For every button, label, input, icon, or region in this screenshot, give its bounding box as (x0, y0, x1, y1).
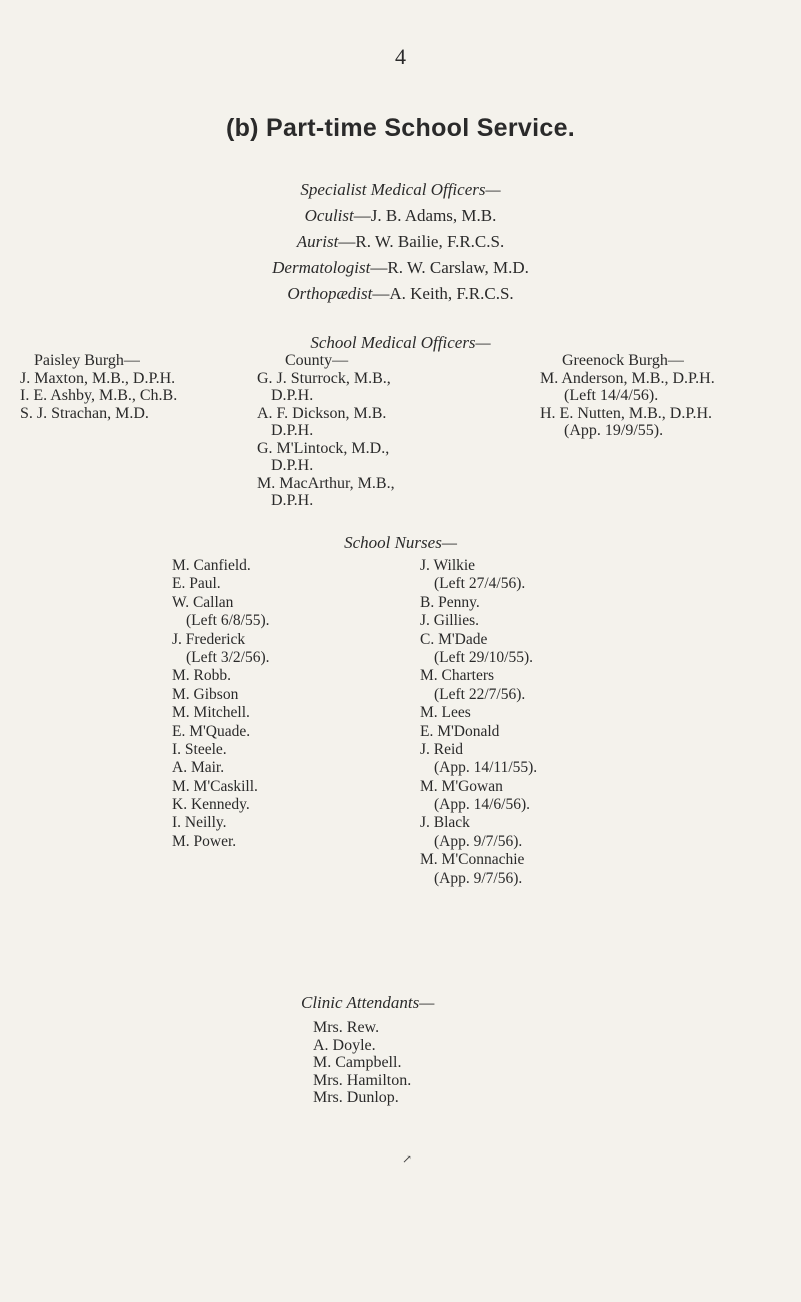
nurse-line: J. Wilkie (420, 557, 476, 574)
nurse-line: M. Mitchell. (172, 704, 250, 722)
attendant-line: M. Campbell. (313, 1054, 402, 1071)
specialist-entry (0, 229, 801, 255)
paisley-column (20, 352, 177, 422)
officer-line: A. F. Dickson, M.B. (257, 404, 387, 422)
nurse-line: J. Frederick (172, 630, 246, 648)
section-title: (b) Part-time School Service. (225, 114, 576, 142)
officer-line: G. J. Sturrock, M.B., (257, 369, 391, 387)
officer-line: M. MacArthur, M.B., (257, 474, 395, 492)
nurse-line: M. Gibson (172, 685, 239, 703)
nurse-line: J. Black (420, 814, 470, 832)
nurses-right-column (420, 557, 537, 888)
nurse-line: (App. 9/7/56). (434, 869, 523, 887)
nurse-line: W. Callan (172, 593, 234, 611)
specialist-entry (0, 203, 801, 229)
nurse-line: M. Canfield. (172, 557, 251, 574)
specialist-entry (0, 255, 801, 281)
county-column (257, 352, 395, 510)
attendant-line: Mrs. Dunlop. (313, 1089, 399, 1106)
nurse-line: (App. 14/6/56). (434, 796, 531, 814)
nurse-line: (Left 29/10/55). (434, 648, 534, 666)
specialist-entry (0, 281, 801, 307)
officer-line: (App. 19/9/55). (564, 422, 664, 439)
nurse-line: A. Mair. (172, 759, 225, 777)
nurse-line: (Left 22/7/56). (434, 685, 526, 703)
officer-line: J. Maxton, M.B., D.P.H. (20, 369, 176, 387)
officer-line: S. J. Strachan, M.D. (20, 404, 149, 422)
school-nurses-heading: School Nurses— (344, 533, 457, 552)
clinic-attendants-list (313, 1019, 411, 1107)
nurse-line: M. M'Gowan (420, 777, 503, 795)
specialist-heading: Specialist Medical Officers— (300, 180, 501, 199)
nurse-line: (App. 9/7/56). (434, 832, 523, 850)
specialist-role: Orthopædist (287, 284, 373, 303)
nurse-line: (Left 27/4/56). (434, 575, 526, 593)
specialist-role: Aurist (296, 232, 339, 251)
nurse-line: M. Charters (420, 667, 495, 685)
nurse-line: (Left 6/8/55). (186, 612, 270, 630)
specialist-role: Oculist (304, 206, 354, 225)
specialist-block (0, 177, 801, 307)
nurse-line: M. Power. (172, 832, 237, 850)
officer-line: G. M'Lintock, M.D., (257, 439, 390, 457)
nurse-line: J. Reid (420, 740, 464, 758)
officer-line: D.P.H. (271, 457, 314, 474)
officer-line: D.P.H. (271, 492, 314, 509)
nurse-line: B. Penny. (420, 593, 480, 611)
nurse-line: M. M'Connachie (420, 851, 525, 869)
paisley-heading: Paisley Burgh— (34, 352, 140, 369)
nurse-line: M. Robb. (172, 667, 231, 685)
specialist-name: —A. Keith, F.R.C.S. (372, 284, 514, 303)
officer-line: M. Anderson, M.B., D.P.H. (540, 369, 715, 387)
officer-line: H. E. Nutten, M.B., D.P.H. (540, 404, 713, 422)
nurse-line: K. Kennedy. (172, 796, 250, 814)
specialist-name: —R. W. Carslaw, M.D. (370, 258, 529, 277)
clinic-attendants-heading: Clinic Attendants— (301, 993, 435, 1012)
nurse-line: C. M'Dade (420, 630, 488, 648)
attendant-line: Mrs. Rew. (313, 1019, 380, 1036)
school-medical-officers-heading: School Medical Officers— (310, 333, 491, 352)
nurse-line: (Left 3/2/56). (186, 648, 270, 666)
nurse-line: I. Neilly. (172, 814, 227, 832)
nurse-line: (App. 14/11/55). (434, 759, 538, 777)
nurse-line: M. Lees (420, 704, 471, 722)
nurse-line: E. M'Donald (420, 722, 500, 740)
nurse-line: J. Gillies. (420, 612, 479, 630)
officer-line: (Left 14/4/56). (564, 387, 659, 404)
nurse-line: E. M'Quade. (172, 722, 251, 740)
greenock-heading: Greenock Burgh— (562, 352, 684, 369)
nurse-line: E. Paul. (172, 575, 221, 593)
county-heading: County— (285, 352, 349, 369)
officer-line: D.P.H. (271, 422, 314, 439)
officer-line: D.P.H. (271, 387, 314, 404)
specialist-role: Dermatologist (272, 258, 371, 277)
arrow-mark-icon: ↗ (402, 1152, 413, 1166)
attendant-line: A. Doyle. (313, 1036, 376, 1054)
nurse-line: M. M'Caskill. (172, 777, 258, 795)
page-number: 4 (395, 44, 406, 69)
specialist-name: —R. W. Bailie, F.R.C.S. (338, 232, 505, 251)
officer-line: I. E. Ashby, M.B., Ch.B. (20, 387, 178, 404)
nurse-line: I. Steele. (172, 740, 227, 758)
greenock-column (540, 352, 715, 440)
nurses-left-column (172, 557, 270, 851)
attendant-line: Mrs. Hamilton. (313, 1071, 412, 1089)
specialist-name: —J. B. Adams, M.B. (353, 206, 497, 225)
